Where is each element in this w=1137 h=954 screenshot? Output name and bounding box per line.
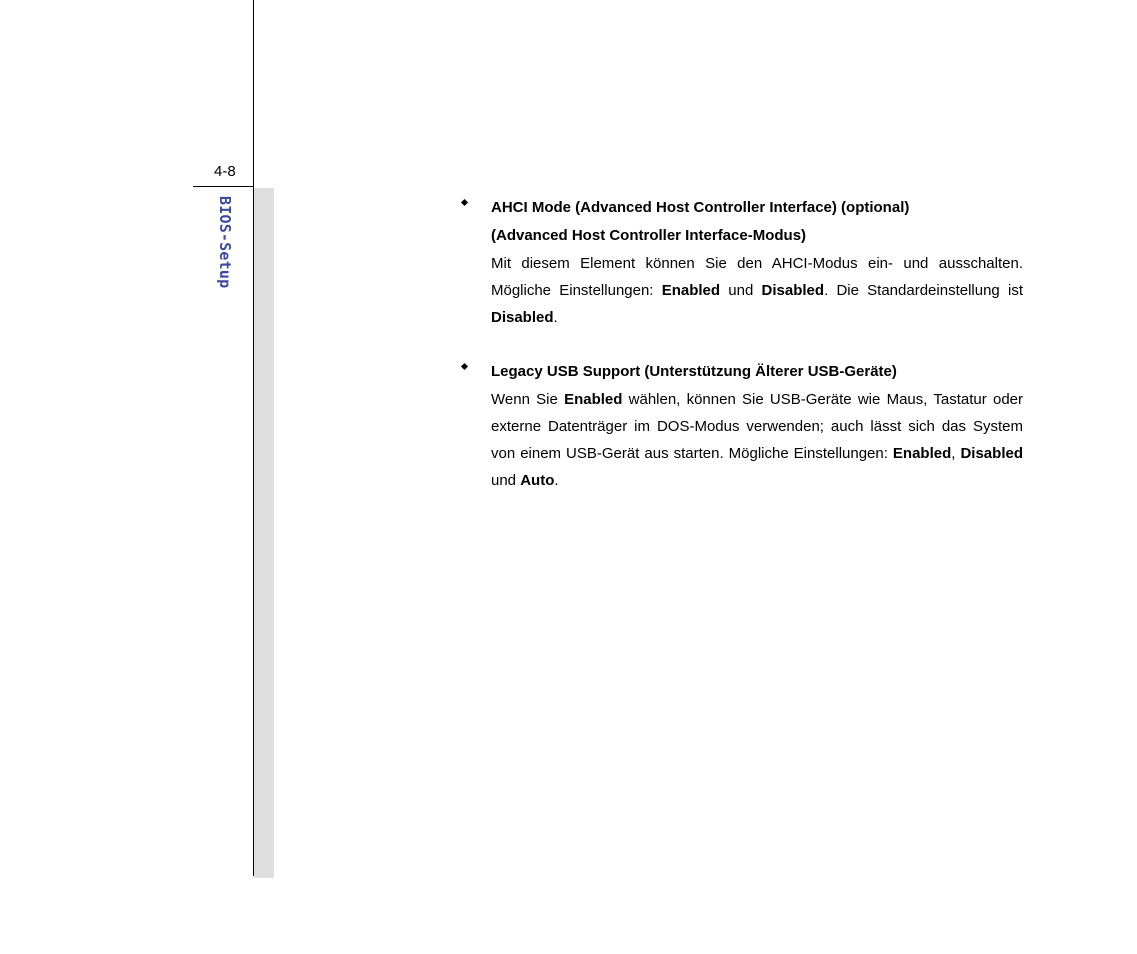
list-item-ahci-mode (462, 194, 1023, 331)
margin-rule-horizontal (193, 186, 254, 187)
page-number: 4-8 (214, 163, 236, 180)
option-value: Enabled (564, 391, 623, 408)
text-run: wählen, können Sie USB-Geräte wie Maus, Tastatur oder externe Datenträger im DOS-Modus verwenden; auch lässt sich das System von einem USB-Gerät aus starten. Mögliche Einstellungen: (491, 391, 1023, 462)
item-heading (491, 358, 1023, 386)
chapter-tab-band (254, 188, 274, 878)
text-run: und (720, 282, 762, 299)
option-value: Enabled (661, 282, 721, 299)
text-run: und (491, 472, 521, 489)
default-value: Disabled (491, 309, 554, 326)
chapter-title: BIOS-Setup (216, 196, 234, 289)
item-heading-line1: AHCI Mode (Advanced Host Controller Interface) (optional) (491, 199, 910, 216)
item-heading-line1: Legacy USB Support (Unterstützung Älterer USB-Geräte) (491, 363, 897, 380)
option-value: Disabled (960, 445, 1023, 462)
item-heading-line2: (Advanced Host Controller Interface-Modus) (491, 227, 807, 244)
item-heading (491, 194, 1023, 250)
text-run: Wenn Sie (491, 391, 565, 408)
diamond-bullet-icon (461, 363, 468, 370)
text-run: . Die Standardeinstellung ist (824, 282, 1023, 299)
page-content (462, 194, 1023, 494)
item-description (491, 250, 1023, 331)
option-value: Auto (520, 472, 555, 489)
option-value: Enabled (892, 445, 952, 462)
list-item-legacy-usb (462, 358, 1023, 494)
item-description (491, 386, 1023, 494)
diamond-bullet-icon (461, 199, 468, 206)
text-run: . (554, 472, 559, 489)
text-run: Mit diesem Element können Sie den AHCI-Modus ein- und ausschalten. Mögliche Einstellungen: (491, 255, 1023, 299)
option-value: Disabled (761, 282, 825, 299)
text-run: , (951, 445, 961, 462)
text-run: . (553, 309, 558, 326)
